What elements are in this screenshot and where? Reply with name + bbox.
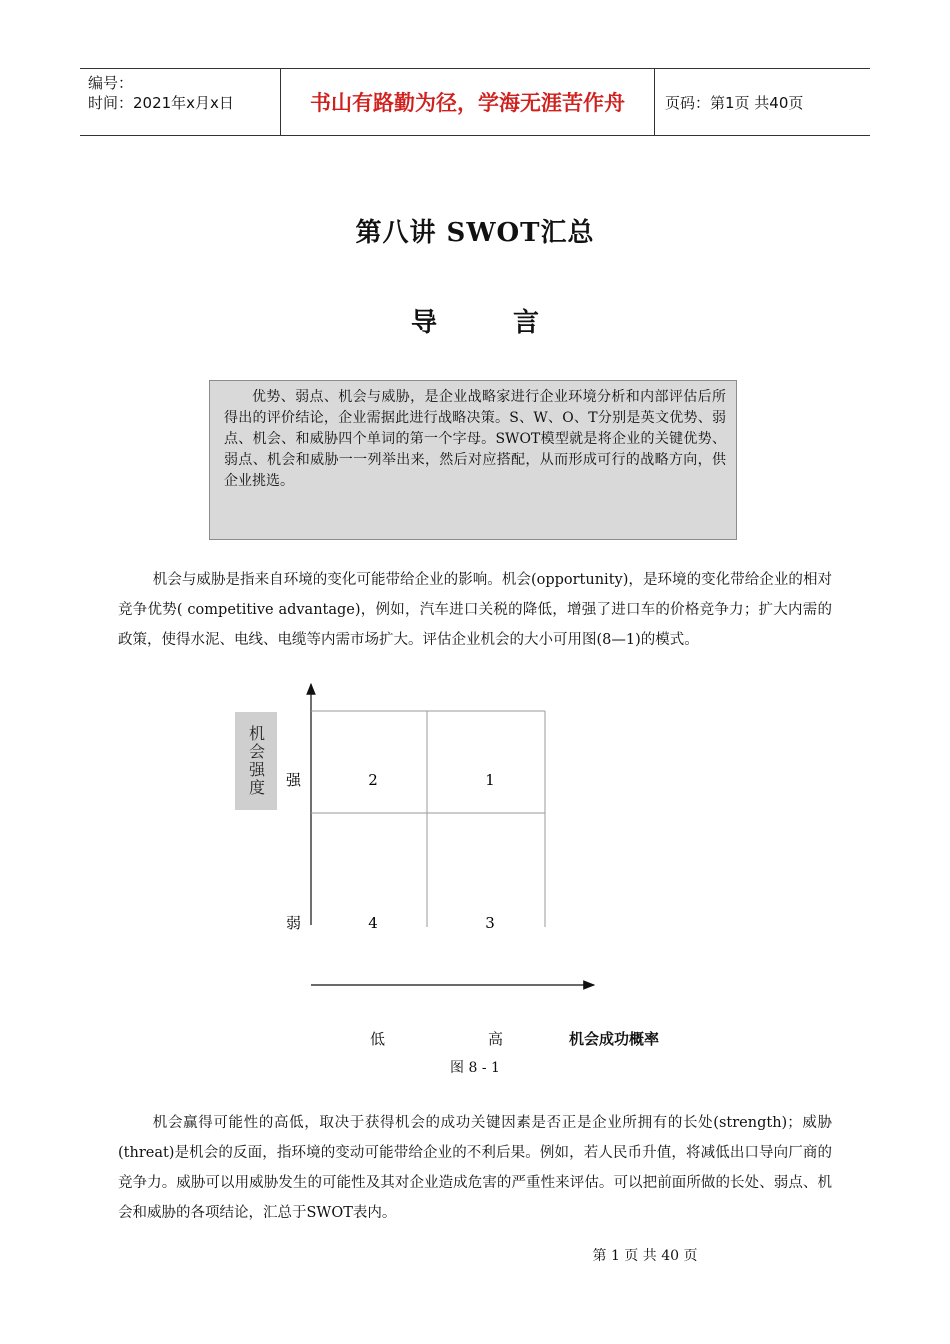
paragraph-threat: 机会赢得可能性的高低，取决于获得机会的成功关键因素是否正是企业所拥有的长处(strength)；威胁(threat)是机会的反面，指环境的变动可能带给企业的不利后果。例如，若人民币升值，将减低出口导向厂商的竞争力。威胁可以用威胁发生的可能性及其对企业造成危害的严重性来评估。可以把前面所做的长处、弱点、机会和威胁的各项结论，汇总于SWOT表内。	[118, 1115, 832, 1221]
intro-box: 优势、弱点、机会与威胁，是企业战略家进行企业环境分析和内部评估后所得出的评价结论，企业需据此进行战略决策。S、W、O、T分别是英文优势、弱点、机会、和威胁四个单词的第一个字母。SWOT模型就是将企业的关键优势、弱点、机会和威胁一一列举出来，然后对应搭配，从而形成可行的战略方向，供企业挑选。	[209, 380, 737, 540]
matrix-grid	[311, 711, 545, 927]
subtitle-char-2: 言	[513, 308, 540, 338]
y-axis-title: 机会强度	[246, 725, 266, 797]
header-motto: 书山有路勤为径，学海无涯苦作舟	[281, 69, 655, 135]
page-header	[80, 68, 870, 136]
figure-caption: 图 8 - 1	[450, 1060, 500, 1076]
cell-label: 1	[485, 771, 495, 789]
cell-label: 3	[485, 914, 495, 932]
paragraph-opportunity: 机会与威胁是指来自环境的变化可能带给企业的影响。机会(opportunity)，是环境的变化带给企业的相对竞争优势( competitive advantage)，例如，汽车进口关税的降低，增强了进口车的价格竞争力；扩大内需的政策，使得水泥、电线、电缆等内需市场扩大。评估企业机会的大小可用图(8—1)的模式。	[118, 572, 832, 648]
header-page-code: 页码：第1页 共40页	[665, 93, 804, 112]
x-tick-low: 低	[370, 1030, 386, 1048]
y-axis-title-box	[235, 712, 277, 810]
header-meta	[80, 69, 281, 135]
section-subtitle	[0, 302, 950, 339]
x-axis-title: 机会成功概率	[569, 1030, 660, 1048]
cell-label: 4	[368, 914, 378, 932]
cell-label: 2	[368, 771, 378, 789]
page-title: 第八讲 SWOT汇总	[355, 218, 595, 248]
y-tick-weak: 弱	[286, 914, 302, 932]
y-tick-strong: 强	[286, 771, 302, 789]
time-label: 时间：2021年x月x日	[88, 94, 234, 112]
number-label: 编号：	[88, 74, 134, 92]
x-tick-high: 高	[488, 1030, 504, 1048]
page-footer: 第 1 页 共 40 页	[592, 1248, 698, 1264]
subtitle-char-1: 导	[410, 308, 437, 338]
